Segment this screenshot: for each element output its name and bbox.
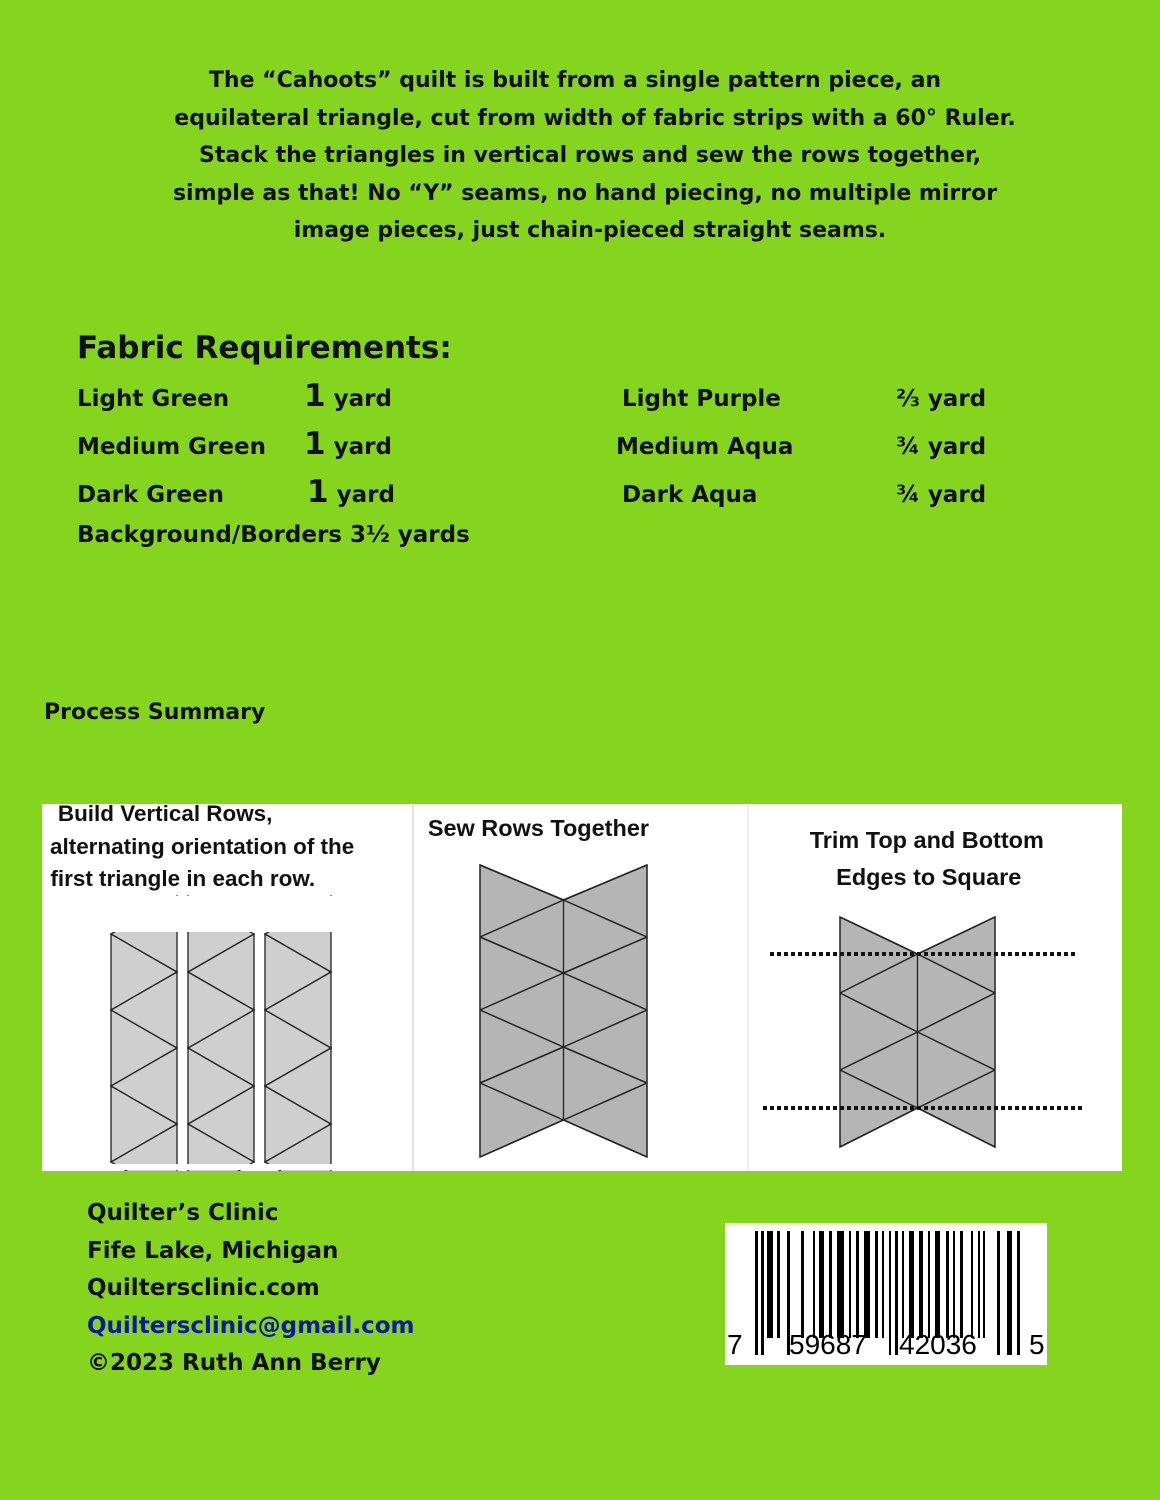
barcode-bar xyxy=(849,1231,851,1338)
fabric-name: Light Green xyxy=(77,386,230,412)
step2-caption: Sew Rows Together xyxy=(427,815,649,841)
barcode-bar xyxy=(777,1231,780,1338)
fabric-name: Medium Aqua xyxy=(616,434,794,460)
barcode-bar xyxy=(1007,1231,1012,1355)
intro-line: image pieces, just chain-pieced straight seams. xyxy=(293,218,887,243)
barcode-bar xyxy=(761,1231,764,1355)
barcode-bar xyxy=(935,1231,940,1338)
barcode-bar xyxy=(829,1231,832,1338)
copyright: ©2023 Ruth Ann Berry xyxy=(87,1350,381,1376)
barcode xyxy=(725,1223,1047,1365)
barcode-bars xyxy=(725,1223,1047,1365)
barcode-digit: 5 xyxy=(1029,1329,1045,1360)
barcode-bar xyxy=(837,1231,844,1338)
barcode-bar xyxy=(997,1231,1000,1355)
step3-caption-line: Trim Top and Bottom xyxy=(809,827,1044,853)
step3-caption-line: Edges to Square xyxy=(836,864,1022,890)
fabric-qty: 1 xyxy=(307,474,329,510)
intro-line: simple as that! No “Y” seams, no hand piecing, no multiple mirror xyxy=(172,180,998,206)
fabric-name: Dark Aqua xyxy=(622,482,758,508)
fabric-name: Medium Green xyxy=(77,434,266,460)
publisher-info xyxy=(87,1195,414,1383)
barcode-bar xyxy=(856,1231,859,1338)
fabric-name: Dark Green xyxy=(77,482,225,508)
step1-caption-line: Build Vertical Rows, xyxy=(57,801,273,826)
barcode-bar xyxy=(882,1231,884,1338)
barcode-bar xyxy=(902,1231,904,1338)
fabric-qty: ⅔ yard xyxy=(896,386,987,412)
barcode-bar xyxy=(813,1231,815,1338)
email-link[interactable]: Quiltersclinic@gmail.com xyxy=(87,1312,415,1339)
barcode-bar xyxy=(875,1231,878,1338)
barcode-bar xyxy=(928,1231,930,1338)
website-link[interactable]: Quiltersclinic.com xyxy=(87,1275,320,1301)
barcode-bar xyxy=(767,1231,773,1338)
barcode-bar xyxy=(864,1231,870,1338)
company-name: Quilter’s Clinic xyxy=(87,1200,279,1226)
sewn-rows-diagram xyxy=(480,865,647,1157)
step1-caption-line: first triangle in each row. xyxy=(50,866,316,891)
barcode-bar xyxy=(946,1231,949,1338)
fabric-qty: ¾ yard xyxy=(896,434,987,460)
fabric-unit: yard xyxy=(336,482,395,508)
fabric-unit: yard xyxy=(333,386,392,412)
intro-line: The “Cahoots” quilt is built from a single pattern piece, an xyxy=(208,68,942,93)
barcode-bar xyxy=(971,1231,973,1338)
barcode-bar xyxy=(889,1231,891,1355)
background-requirement: Background/Borders 3½ yards xyxy=(77,522,470,548)
mask xyxy=(100,1164,340,1170)
barcode-bar xyxy=(919,1231,923,1338)
barcode-bar xyxy=(978,1231,980,1338)
barcode-bar xyxy=(895,1231,898,1355)
intro-paragraph xyxy=(0,62,1160,250)
fabric-qty: 1 xyxy=(304,426,326,462)
barcode-digits: 42036 xyxy=(899,1329,977,1360)
barcode-bar xyxy=(983,1231,985,1338)
barcode-bar xyxy=(960,1231,963,1338)
vertical-rows-diagram xyxy=(100,896,340,1171)
barcode-digits: 59687 xyxy=(789,1329,867,1360)
barcode-bar xyxy=(819,1231,824,1338)
location: Fife Lake, Michigan xyxy=(87,1237,339,1264)
trimmed-rows-diagram xyxy=(763,917,1085,1147)
fabric-unit: yard xyxy=(333,434,392,460)
intro-line: Stack the triangles in vertical rows and sew the rows together, xyxy=(199,143,981,168)
process-summary-title: Process Summary xyxy=(44,700,266,725)
intro-line: equilateral triangle, cut from width of fabric strips with a 60° Ruler. xyxy=(174,105,1016,131)
step1-caption-line: alternating orientation of the xyxy=(50,834,355,859)
fabric-qty: ¾ yard xyxy=(896,482,987,508)
fabric-requirements-title: Fabric Requirements: xyxy=(77,330,452,366)
process-diagram xyxy=(42,801,1122,1171)
barcode-bar xyxy=(755,1231,758,1355)
barcode-bar xyxy=(1017,1231,1020,1355)
barcode-bar xyxy=(953,1231,955,1338)
fabric-name: Light Purple xyxy=(622,386,781,412)
barcode-bar xyxy=(801,1231,804,1338)
fabric-qty: 1 xyxy=(304,378,326,414)
mask xyxy=(100,896,340,932)
barcode-bar xyxy=(909,1231,914,1338)
barcode-digit: 7 xyxy=(727,1329,743,1360)
